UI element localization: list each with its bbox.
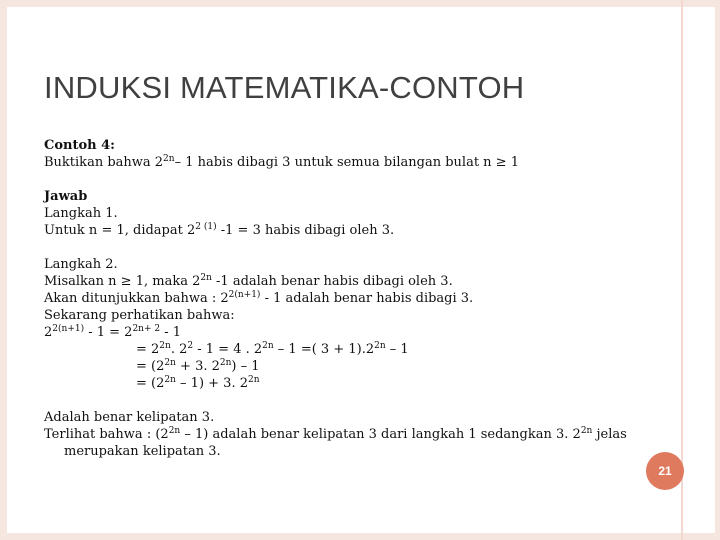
page-number-badge: 21 — [646, 452, 684, 490]
conclusion-line-2: Terlihat bahwa : $(2^{2n} - 1)$ adalah benar kelipatan 3 dari langkah 1 sedangkan 3. $2^{2n}$ jelas — [44, 426, 627, 442]
equation-line-4: = $(2^{2n} - 1) + 3$. $2^{2n}$ — [136, 375, 260, 391]
step2-label: Langkah 2. — [44, 257, 118, 272]
equation-line-2: = $2^{2n}$. $2^2 - 1 = 4$ . $2^{2n} - 1$ =( $3 + 1).2^{2n} - 1$ — [136, 341, 409, 357]
step1-label: Langkah 1. — [44, 206, 118, 221]
slide-title: INDUKSI MATEMATIKA-CONTOH — [44, 70, 525, 105]
decorative-rule — [681, 0, 683, 540]
step2-goal: Akan ditunjukkan bahwa : $2^{2(n+1)} - 1$ adalah benar habis dibagi 3. — [44, 290, 474, 306]
equation-line-1: $2^{2(n+1)} - 1 = 2^{2n+ 2} - 1$ — [44, 324, 182, 340]
step1-line: Untuk n = 1, didapat $2^{2 (1)}$ -1 = 3 habis dibagi oleh 3. — [44, 222, 395, 238]
problem-statement: Buktikan bahwa $2^{2n}-$ 1 habis dibagi 3 untuk semua bilangan bulat n ≥ 1 — [44, 154, 519, 170]
step2-assumption: Misalkan n ≥ 1, maka $2^{2n}$ -1 adalah benar habis dibagi oleh 3. — [44, 273, 453, 289]
slide-body — [44, 137, 644, 460]
example-heading: Contoh 4: — [44, 138, 115, 153]
equation-line-3: = ($2^{2n} + 3$. $2^{2n}) - 1$ — [136, 358, 260, 374]
step2-observe: Sekarang perhatikan bahwa: — [44, 308, 235, 323]
conclusion-line-3: merupakan kelipatan 3. — [64, 444, 221, 459]
conclusion-line-1: Adalah benar kelipatan 3. — [44, 410, 215, 425]
answer-heading: Jawab — [44, 189, 88, 204]
